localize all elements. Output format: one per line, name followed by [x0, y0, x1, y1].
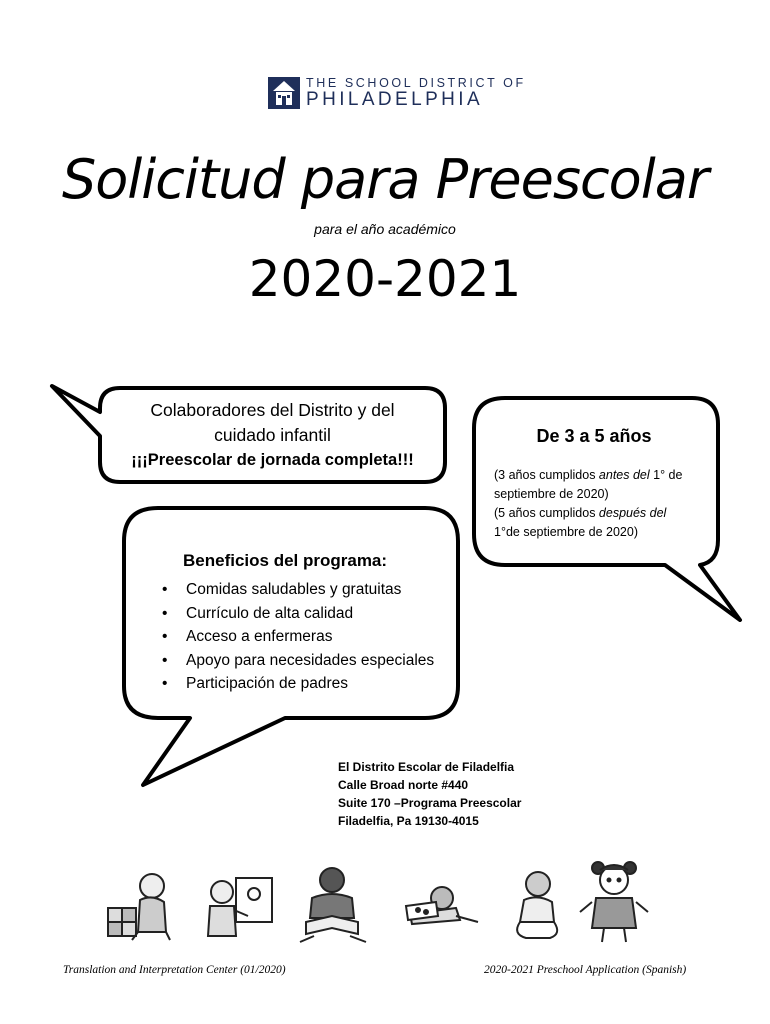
- academic-year: 2020-2021: [248, 250, 522, 308]
- child-painting-icon: [406, 887, 478, 924]
- ages-line-1: [494, 466, 709, 485]
- benefit-item: • Participación de padres: [162, 672, 434, 696]
- ages-details: [494, 466, 709, 542]
- address-line-4: Filadelfia, Pa 19130-4015: [338, 814, 479, 828]
- ages-heading: De 3 a 5 años: [536, 426, 652, 446]
- partners-line-1: Colaboradores del Distrito y del: [150, 400, 395, 420]
- child-illustrations: [100, 858, 660, 948]
- full-day-preschool-line: ¡¡¡Preescolar de jornada completa!!!: [131, 451, 414, 469]
- benefit-item: • Apoyo para necesidades especiales: [162, 649, 434, 673]
- ages-line-1-em: antes del: [598, 468, 650, 482]
- logo-text-top: THE SCHOOL DISTRICT OF: [306, 76, 526, 90]
- child-drawing-icon: [208, 878, 272, 936]
- benefit-item: • Comidas saludables y gratuitas: [162, 578, 434, 602]
- ages-line-3-em: después del: [598, 506, 667, 520]
- benefit-item: • Acceso a enfermeras: [162, 625, 434, 649]
- partners-text: [100, 398, 445, 473]
- logo-text-main: PHILADELPHIA: [306, 89, 484, 110]
- page-subtitle: para el año académico: [314, 221, 456, 237]
- page-title: Solicitud para Preescolar: [61, 148, 709, 211]
- ages-line-3: [494, 504, 709, 523]
- child-pigtails-icon: [580, 862, 648, 942]
- mailing-address: [338, 758, 521, 830]
- benefit-item: • Currículo de alta calidad: [162, 602, 434, 626]
- ages-line-4: 1°de septiembre de 2020): [494, 525, 638, 539]
- ages-line-2: septiembre de 2020): [494, 487, 609, 501]
- child-reading-icon: [300, 868, 366, 942]
- address-line-1: El Distrito Escolar de Filadelfia: [338, 760, 515, 774]
- ages-line-3-pre: (5 años cumplidos: [494, 506, 599, 520]
- address-line-3: Suite 170 –Programa Preescolar: [338, 796, 522, 810]
- ages-line-1-post: 1° de: [649, 468, 683, 482]
- address-line-2: Calle Broad norte #440: [338, 778, 469, 792]
- child-blocks-icon: [108, 874, 170, 940]
- partners-line-2: cuidado infantil: [214, 425, 331, 445]
- child-sitting-icon: [517, 872, 557, 938]
- footer-translation-center: Translation and Interpretation Center (01/2020): [63, 964, 286, 976]
- footer-document-title: 2020-2021 Preschool Application (Spanish): [484, 964, 687, 976]
- benefits-list: [162, 578, 434, 696]
- benefits-heading: Beneficios del programa:: [183, 551, 388, 570]
- ages-line-1-pre: (3 años cumplidos: [494, 468, 599, 482]
